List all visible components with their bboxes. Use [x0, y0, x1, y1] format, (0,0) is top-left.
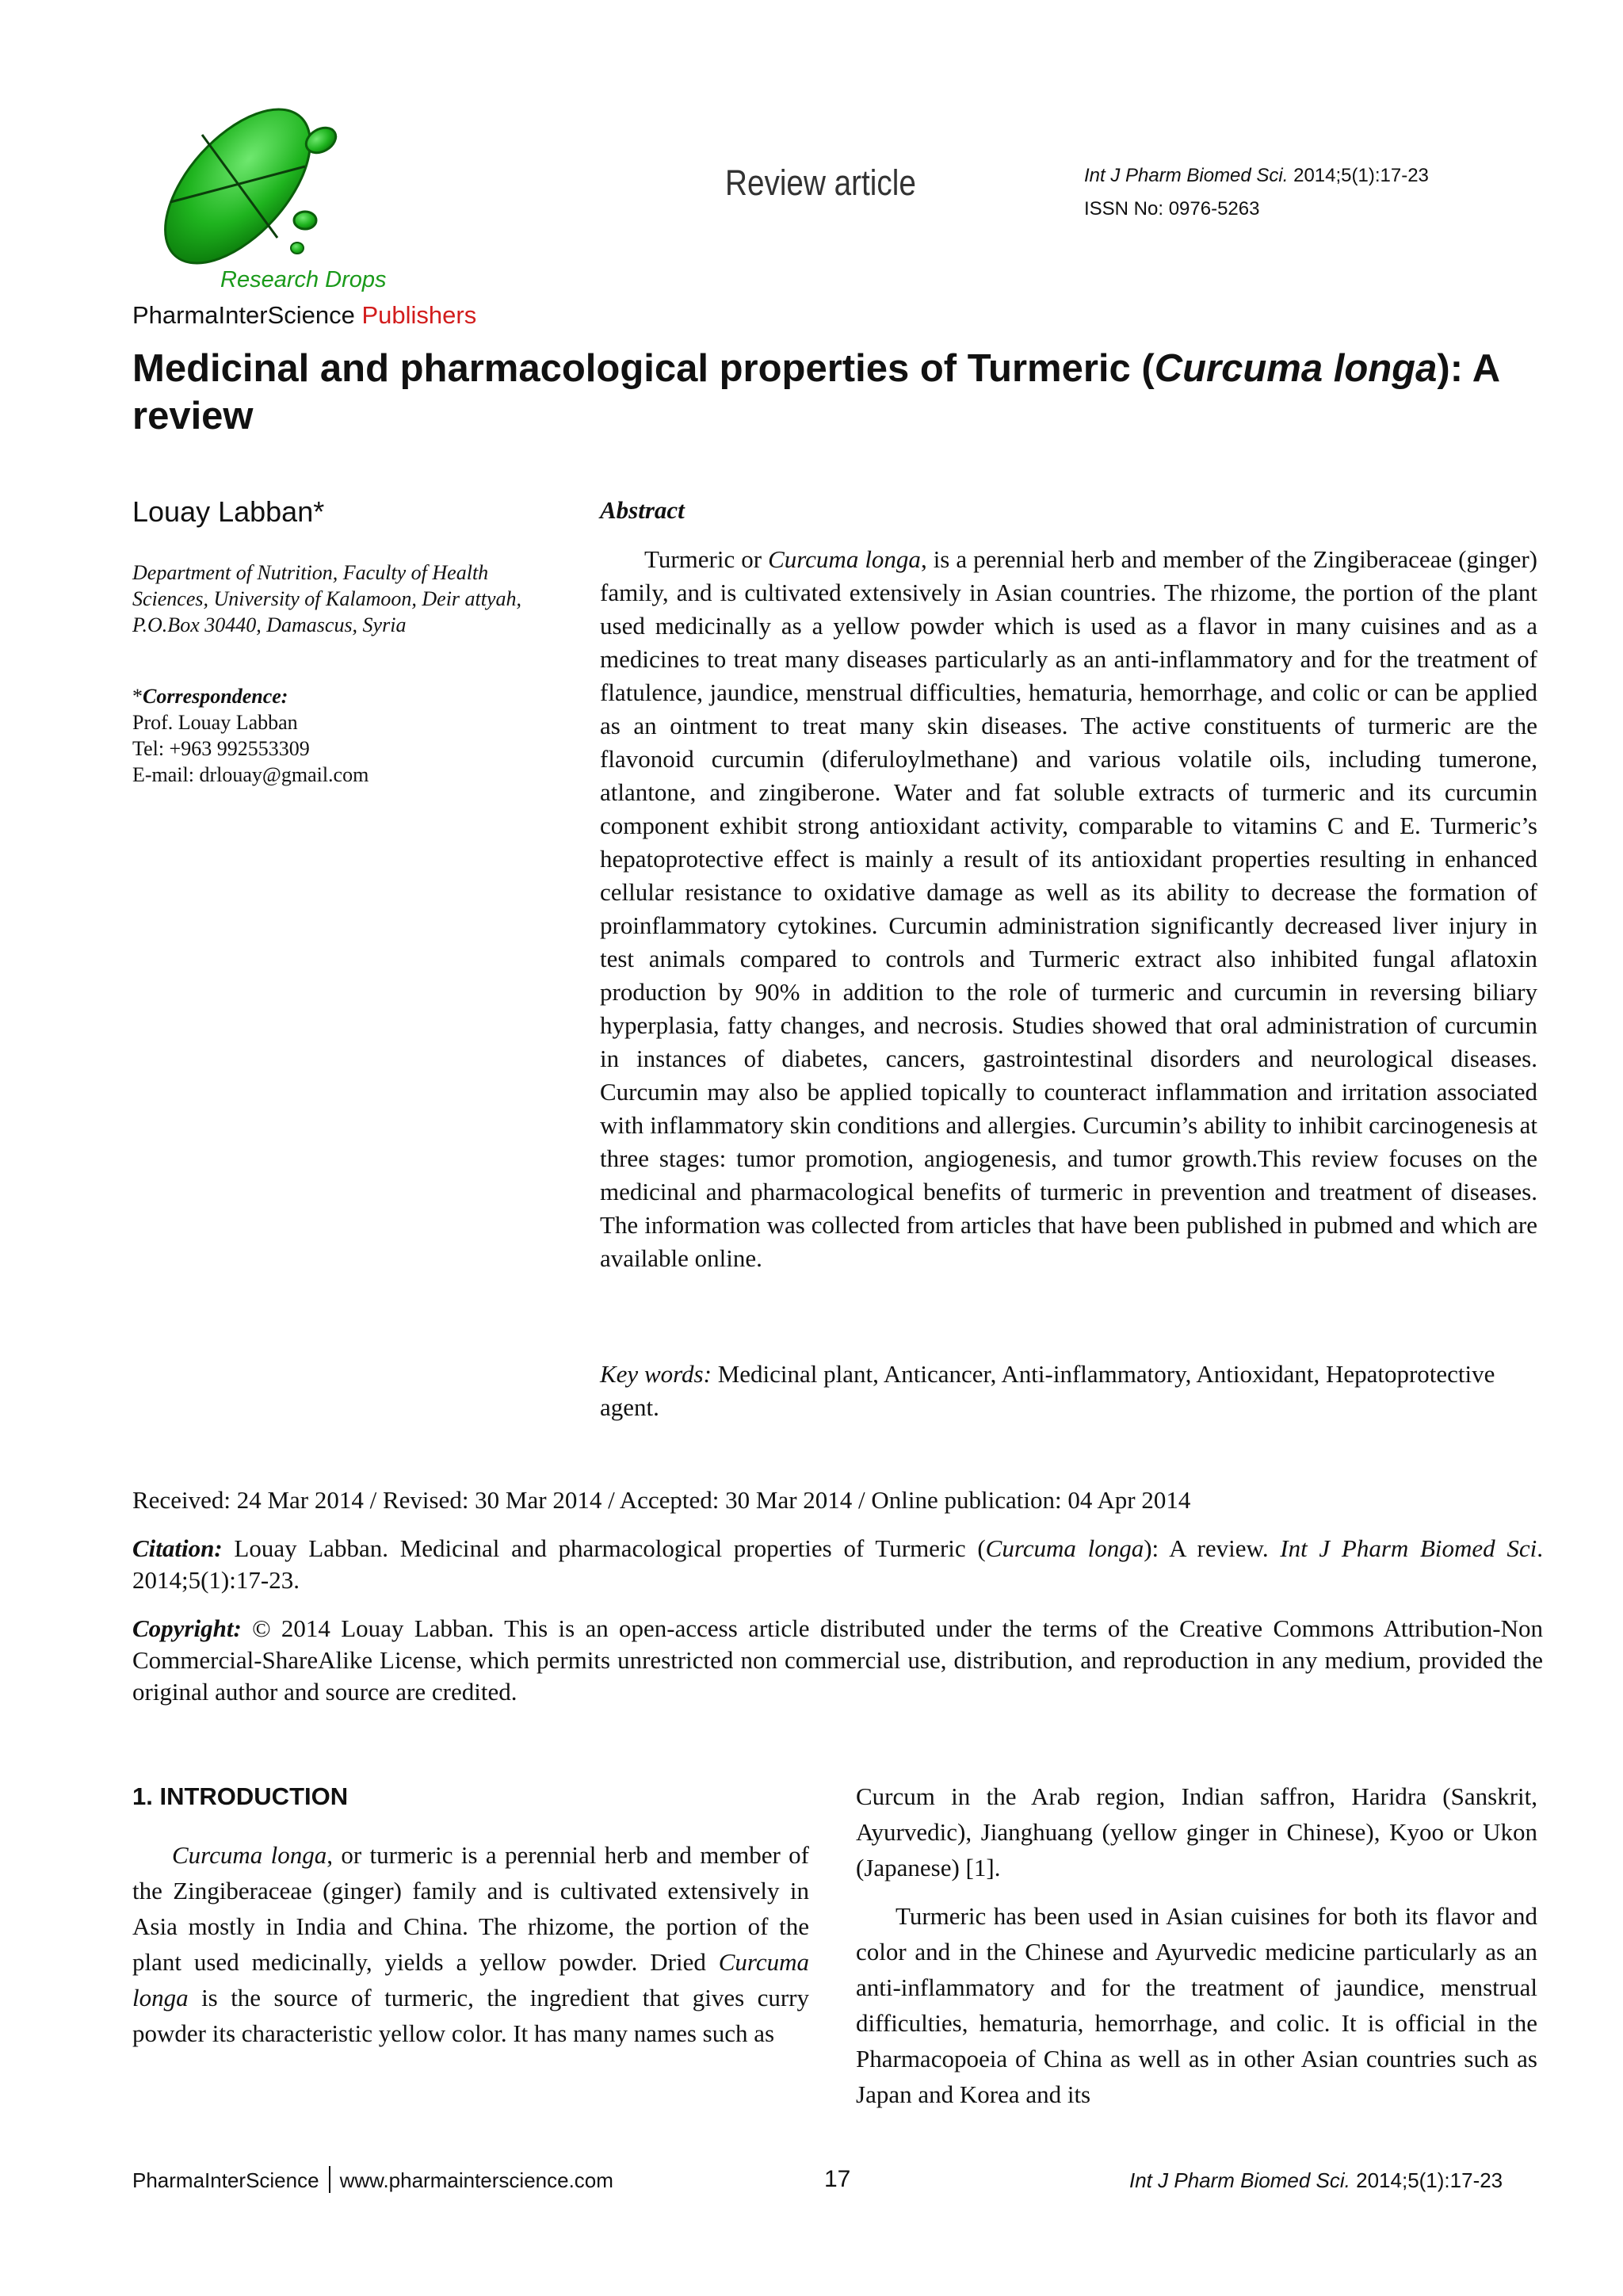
intro-paragraph-1: Curcuma longa, or turmeric is a perennial herb and member of the Zingiberaceae (ginger) family and is cultivated extensively in Asia mostly in India and China. The rhizome, the portion of the plant used medicinally, yields a yellow powder. Dried Curcuma longa is the source of turmeric, the ingredient that gives curry powder its characteristic yellow color. It has many names such as: [132, 1841, 809, 2047]
footer-publisher: PharmaInterScience www.pharmainterscience.com: [132, 2168, 613, 2195]
footer-journal-reference: Int J Pharm Biomed Sci. 2014;5(1):17-23: [1129, 2168, 1503, 2192]
received-dates: Received: 24 Mar 2014 / Revised: 30 Mar 2014 / Accepted: 30 Mar 2014 / Online publication: 04 Apr 2014: [132, 1486, 1191, 1514]
abstract-body: Turmeric or Curcuma longa, is a perennial herb and member of the Zingiberaceae (ginger) family, and is cultivated extensively in Asian countries. The rhizome, the portion of the plant used medicinally as a yellow powder which is used as a flavor in many cuisines and as a medicines to treat many diseases particularly as an anti-inflammatory and for the treatment of flatulence, jaundice, menstrual difficulties, hematuria, hemorrhage, and colic or can be applied as an ointment to treat many skin diseases. The active constituents of turmeric are the flavonoid curcumin (diferuloylmethane) and various volatile oils, including tumerone, atlantone, and zingiberone. Water and fat soluble extracts of turmeric and its curcumin component exhibit strong antioxidant activity, comparable to vitamins C and E. Turmeric’s hepatoprotective effect is mainly a result of its antioxidant properties resulting in enhanced cellular resistance to oxidative damage as well as its ability to decrease the formation of proinflammatory cytokines. Curcumin administration significantly decreased liver injury in test animals compared to controls and Turmeric extract also inhibited fungal aflatoxin production by 90% in addition to the role of turmeric and curcumin in reversing biliary hyperplasia, fatty changes, and necrosis. Studies showed that oral administration of curcumin in instances of diabetes, cancers, gastrointestinal disorders and neurological diseases. Curcumin may also be applied topically to counteract inflammation and irritation associated with inflammatory skin conditions and allergies. Curcumin’s ability to inhibit carcinogenesis at three stages: tumor promotion, angiogenesis, and tumor growth.This review focuses on the medicinal and pharmacological benefits of turmeric in prevention and treatment of diseases. The information was collected from articles that have been published in pubmed and which are available online.: [600, 545, 1537, 1272]
footer-website-link[interactable]: www.pharmainterscience.com: [339, 2168, 613, 2192]
paper-title: Medicinal and pharmacological properties of Turmeric (Curcuma longa): A review: [132, 347, 1499, 437]
issn: ISSN No: 0976-5263: [1084, 198, 1260, 220]
contact-name: Prof. Louay Labban: [132, 711, 298, 734]
citation: Citation: Louay Labban. Medicinal and pharmacological properties of Turmeric (Curcuma longa): A review. Int J Pharm Biomed Sci. 2014;5(1):17-23.: [132, 1534, 1543, 1594]
correspondence-block: *Correspondence: Prof. Louay Labban Tel: +963 992553309 E-mail: drlouay@gmail.com: [132, 683, 560, 788]
keywords: Key words: Medicinal plant, Anticancer, Anti-inflammatory, Antioxidant, Hepatoprotective agent.: [600, 1360, 1495, 1421]
intro-column-right: [856, 1778, 1537, 2112]
contact-tel: Tel: +963 992553309: [132, 737, 310, 760]
section-heading-introduction: 1. INTRODUCTION: [132, 1782, 349, 1810]
intro-paragraph-2: Turmeric has been used in Asian cuisines for both its flavor and color and in the Chinese and Ayurvedic medicine particularly as an anti-inflammatory and for the treatment of jaundice, menstrual difficulties, hematuria, hemorrhage, and colic. It is official in the Pharmacopoeia of China as well as in other Asian countries such as Japan and Korea and its: [856, 1902, 1537, 2108]
footer-separator: [329, 2166, 330, 2193]
page-number: 17: [824, 2166, 851, 2192]
author-affiliation: Department of Nutrition, Faculty of Health Sciences, University of Kalamoon, Deir attyah, P.O.Box 30440, Damascus, Syria: [132, 561, 522, 636]
logo-tagline: Research Drops: [220, 267, 387, 292]
publisher-name: PharmaInterScience Publishers: [132, 301, 477, 329]
journal-reference: Int J Pharm Biomed Sci. 2014;5(1):17-23: [1084, 165, 1429, 186]
abstract-heading: Abstract: [600, 496, 685, 524]
copyright: Copyright: © 2014 Louay Labban. This is an open-access article distributed under the terms of the Creative Commons Attribution-Non Commercial-ShareAlike License, which permits unrestricted non commercial use, distribution, and reproduction in any medium, provided the original author and source are credited.: [132, 1614, 1543, 1706]
author-name: Louay Labban*: [132, 495, 325, 528]
contact-email: E-mail: drlouay@gmail.com: [132, 763, 369, 786]
intro-paragraph-1-continued: Curcum in the Arab region, Indian saffron, Haridra (Sanskrit, Ayurvedic), Jianghuang (yellow ginger in Chinese), Kyoo or Ukon (Japanese) [1].: [856, 1782, 1537, 1881]
article-type: Review article: [725, 162, 916, 203]
